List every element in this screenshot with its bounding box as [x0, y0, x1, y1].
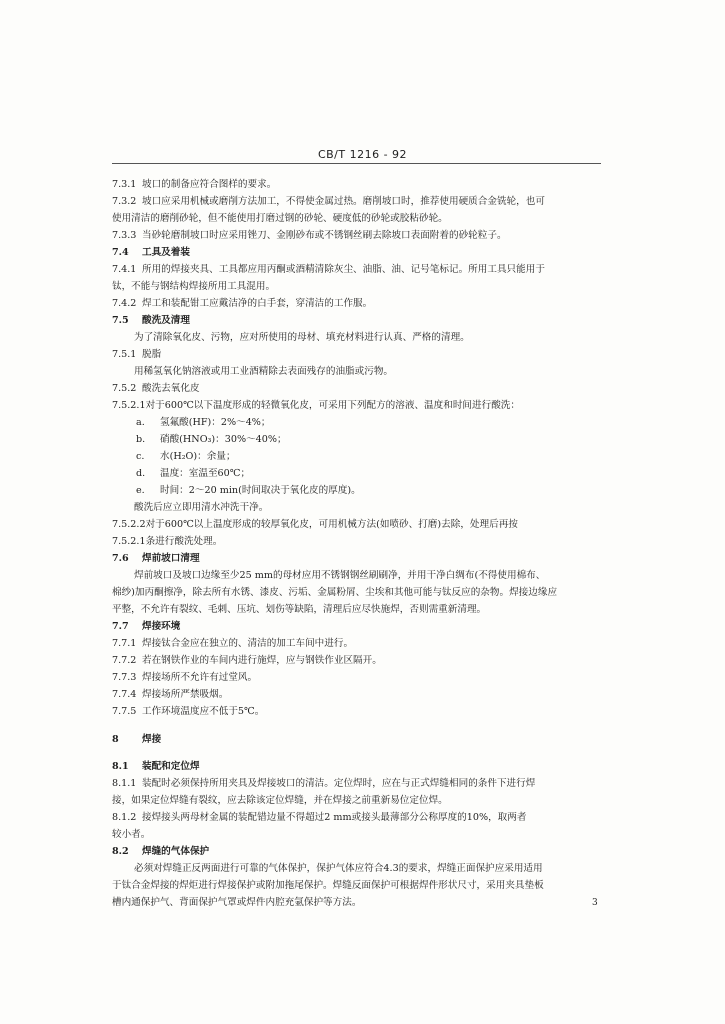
text-line — [112, 828, 601, 842]
clause-text: 对于600℃以下温度形成的轻微氧化皮，可采用下列配方的溶液、温度和时间进行酸洗： — [145, 400, 520, 411]
clause-text: 接焊接头两母材金属的装配错边量不得超过2 mm或接头最薄部分公称厚度的10%，取两者 — [142, 812, 527, 823]
text-line — [112, 688, 601, 702]
clause-text: 所用的焊接夹具、工具都应用丙酮或酒精清除灰尘、油脂、油、记号笔标记。所用工具只能用于 — [142, 264, 545, 275]
text-line — [112, 654, 601, 668]
clause-text: 硝酸(HNO₃)：30%～40%； — [160, 434, 287, 445]
text-line — [134, 365, 601, 379]
clause-text: 焊工和装配钳工应戴洁净的白手套，穿清洁的工作服。 — [142, 298, 373, 309]
text-line — [112, 297, 601, 311]
clause-text: 较小者。 — [112, 829, 151, 840]
clause-text: 钛，不能与钢结构焊接所用工具混用。 — [112, 281, 276, 292]
clause-text: 平整，不允许有裂纹、毛刺、压坑、划伤等缺陷，清理后应尽快施焊，否则需重新清理。 — [112, 604, 487, 615]
clause-number: 7.7.3 — [112, 672, 137, 683]
clause-number: 7.7.5 — [112, 706, 137, 717]
text-line — [112, 733, 601, 747]
clause-text: 用稀氢氧化钠溶液或用工业酒精除去表面残存的油脂或污物。 — [134, 366, 394, 377]
clause-number: 7.7 — [112, 621, 129, 632]
clause-number: e. — [136, 485, 145, 496]
text-line — [136, 467, 601, 481]
document-header: CB/T 1216 - 92 — [317, 148, 408, 161]
text-line — [112, 794, 601, 808]
clause-text: 脱脂 — [142, 349, 162, 360]
clause-text: 焊前坡口清理 — [142, 553, 200, 564]
text-line — [112, 552, 601, 566]
text-line — [112, 705, 601, 719]
text-line — [112, 603, 601, 617]
clause-number: 7.5.2 — [112, 383, 137, 394]
clause-text: 棉纱)加丙酮擦净，除去所有水锈、漆皮、污垢、金属粉屑、尘埃和其他可能与钛反应的杂物。焊接边缘应 — [112, 587, 558, 598]
clause-text: 对于600℃以上温度形成的较厚氧化皮，可用机械方法(如喷砂、打磨)去除，处理后再按 — [145, 519, 518, 530]
text-line — [112, 777, 601, 791]
clause-text: 装配和定位焊 — [142, 761, 200, 772]
clause-number: 7.7.4 — [112, 689, 137, 700]
clause-text: 必须对焊缝正反两面进行可靠的气体保护，保护气体应符合4.3的要求，焊缝正面保护应采用适用 — [134, 863, 543, 874]
clause-text: 工具及着装 — [142, 247, 190, 258]
clause-text: 槽内通保护气、背面保护气罩或焊件内腔充氩保护等方法。 — [112, 897, 362, 908]
clause-number: 7.5.2.2 — [112, 519, 146, 530]
text-line — [134, 569, 601, 583]
text-line — [136, 416, 601, 430]
clause-number: c. — [136, 451, 145, 462]
text-line — [112, 178, 601, 192]
text-line — [134, 501, 601, 515]
text-line — [134, 862, 601, 876]
clause-number: 7.4.1 — [112, 264, 137, 275]
clause-text: 温度：室温至60℃； — [160, 468, 251, 479]
clause-number: 7.4 — [112, 247, 129, 258]
clause-number: 8.1.1 — [112, 778, 137, 789]
clause-text: 焊接场所不允许有过堂风。 — [142, 672, 258, 683]
clause-text: 焊缝的气体保护 — [142, 846, 210, 857]
clause-number: 7.3.3 — [112, 230, 137, 241]
clause-text: 使用清洁的磨削砂轮，但不能使用打磨过钢的砂轮、硬度低的砂轮或胶粘砂轮。 — [112, 213, 448, 224]
text-line — [136, 450, 601, 464]
clause-text: 酸洗及清理 — [142, 315, 190, 326]
clause-number: 7.6 — [112, 553, 129, 564]
text-line — [112, 280, 601, 294]
clause-text: 焊接钛合金应在独立的、清洁的加工车间中进行。 — [142, 638, 354, 649]
clause-number: 8 — [112, 734, 119, 745]
text-line — [112, 620, 601, 634]
clause-text: 当砂轮磨制坡口时应采用锉刀、金刚砂布或不锈钢丝刷去除坡口表面附着的砂轮粒子。 — [142, 230, 507, 241]
text-line — [112, 195, 601, 209]
clause-number: 7.7.1 — [112, 638, 137, 649]
text-line — [112, 586, 601, 600]
text-line — [112, 845, 601, 859]
text-line — [136, 484, 601, 498]
clause-number: 8.2 — [112, 846, 129, 857]
text-line — [112, 535, 601, 549]
text-line — [112, 399, 601, 413]
header-rule — [112, 163, 601, 164]
text-line — [112, 382, 601, 396]
clause-number: 7.5.1 — [112, 349, 137, 360]
page-number: 3 — [592, 898, 598, 908]
text-line — [112, 637, 601, 651]
clause-text: 焊前坡口及坡口边缘至少25 mm的母材应用不锈钢钢丝刷刷净，并用干净白绸布(不得使用棉布、 — [134, 570, 546, 581]
clause-text: 于钛合金焊接的焊炬进行焊接保护或附加拖尾保护。焊缝反面保护可根据焊件形状尺寸，采用夹具垫板 — [112, 880, 544, 891]
text-line — [112, 314, 601, 328]
clause-number: 7.4.2 — [112, 298, 137, 309]
clause-number: 8.1.2 — [112, 812, 137, 823]
clause-text: 焊接场所严禁吸烟。 — [142, 689, 229, 700]
text-line — [112, 760, 601, 774]
clause-text: 焊接环境 — [142, 621, 181, 632]
clause-text: 为了清除氧化皮、污物，应对所使用的母材、填充材料进行认真、严格的清理。 — [134, 332, 470, 343]
clause-text: 若在钢铁作业的车间内进行施焊，应与钢铁作业区隔开。 — [142, 655, 382, 666]
clause-text: 酸洗去氧化皮 — [142, 383, 200, 394]
clause-text: 接，如果定位焊缝有裂纹，应去除该定位焊缝，并在焊接之前重新易位定位焊。 — [112, 795, 448, 806]
text-line — [112, 229, 601, 243]
clause-text: 装配时必须保持所用夹具及焊接坡口的清洁。定位焊时，应在与正式焊缝相同的条件下进行焊 — [142, 778, 536, 789]
clause-number: d. — [136, 468, 146, 479]
clause-text: 焊接 — [142, 734, 162, 745]
clause-number: 7.5 — [112, 315, 129, 326]
text-line — [112, 896, 601, 910]
clause-number: 7.3.2 — [112, 196, 137, 207]
clause-text: 坡口应采用机械或磨削方法加工，不得使金属过热。磨削坡口时，推荐使用硬质合金铣轮，也可 — [142, 196, 545, 207]
clause-text: 水(H₂O)：余量； — [160, 451, 236, 462]
text-line — [134, 331, 601, 345]
clause-number: b. — [136, 434, 146, 445]
text-line — [112, 879, 601, 893]
clause-number: 7.7.2 — [112, 655, 137, 666]
clause-text: 工作环境温度应不低于5℃。 — [142, 706, 265, 717]
text-line — [112, 811, 601, 825]
text-line — [112, 348, 601, 362]
text-line — [112, 246, 601, 260]
text-line — [112, 518, 601, 532]
clause-text: 时间：2～20 min(时间取决于氧化皮的厚度)。 — [160, 485, 361, 496]
text-line — [112, 671, 601, 685]
text-line — [112, 212, 601, 226]
clause-number: 7.3.1 — [112, 179, 137, 190]
clause-number: a. — [136, 417, 145, 428]
clause-number: 7.5.2.1 — [112, 400, 146, 411]
clause-text: 7.5.2.1条进行酸洗处理。 — [112, 536, 223, 547]
clause-text: 酸洗后应立即用清水冲洗干净。 — [134, 502, 269, 513]
clause-number: 8.1 — [112, 761, 129, 772]
clause-text: 氢氟酸(HF)：2%～4%； — [160, 417, 271, 428]
text-line — [112, 263, 601, 277]
text-line — [136, 433, 601, 447]
clause-text: 坡口的制备应符合图样的要求。 — [142, 179, 277, 190]
